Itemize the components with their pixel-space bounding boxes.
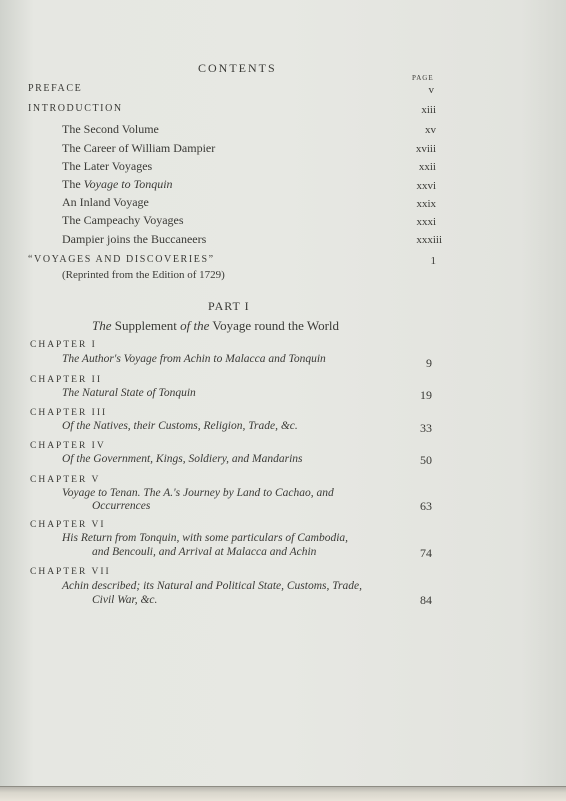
chapter-title-cont: Occurrences bbox=[92, 500, 151, 512]
toc-page-buccaneers: xxxiii bbox=[416, 234, 442, 246]
chapter-page: 84 bbox=[420, 593, 432, 607]
chapter-page: 19 bbox=[420, 388, 432, 402]
toc-entry-inland-voyage: An Inland Voyage bbox=[62, 195, 149, 209]
toc-page-second-volume: xv bbox=[425, 124, 436, 136]
toc-entry-later-voyages: The Later Voyages bbox=[62, 159, 153, 173]
part-title: The Supplement of the Voyage round the World bbox=[92, 318, 340, 333]
toc-page-campeachy: xxxi bbox=[416, 216, 436, 228]
chapter-title: The Author's Voyage from Achin to Malacca and Tonquin bbox=[62, 353, 326, 365]
chapter-page: 50 bbox=[420, 453, 432, 467]
chapter-label: CHAPTER IV bbox=[30, 441, 106, 451]
chapter-title-cont: Civil War, &c. bbox=[92, 594, 158, 606]
chapter-label: CHAPTER VI bbox=[30, 520, 106, 530]
toc-page-preface: v bbox=[428, 84, 434, 96]
toc-entry-campeachy: The Campeachy Voyages bbox=[62, 213, 184, 227]
toc-entry-career-dampier: The Career of William Dampier bbox=[62, 141, 216, 155]
chapter-title: The Natural State of Tonquin bbox=[62, 387, 196, 399]
toc-entry-voyage-tonquin-prefix: The bbox=[62, 177, 84, 191]
chapter-title: Of the Government, Kings, Soldiery, and Mandarins bbox=[62, 453, 303, 465]
chapter-title: Achin described; its Natural and Political State, Customs, Trade, bbox=[62, 580, 362, 592]
toc-note-reprint: (Reprinted from the Edition of 1729) bbox=[62, 269, 225, 281]
toc-entry-voyage-tonquin bbox=[62, 177, 173, 192]
chapter-title: Voyage to Tenan. The A.'s Journey by Land to Cachao, and bbox=[62, 487, 334, 499]
part-label: PART I bbox=[208, 299, 250, 313]
toc-page-later-voyages: xxii bbox=[418, 161, 436, 173]
page-bottom-edge bbox=[0, 786, 566, 801]
toc-entry-buccaneers: Dampier joins the Buccaneers bbox=[62, 232, 207, 246]
toc-page-voyages-discoveries: 1 bbox=[430, 255, 436, 267]
toc-entry-second-volume: The Second Volume bbox=[62, 122, 159, 136]
page-title: CONTENTS bbox=[198, 61, 277, 75]
toc-page-inland-voyage: xxix bbox=[416, 198, 436, 210]
chapter-title: Of the Natives, their Customs, Religion, Trade, &c. bbox=[62, 420, 298, 432]
chapter-label: CHAPTER II bbox=[30, 375, 102, 385]
chapter-label: CHAPTER V bbox=[30, 475, 101, 485]
chapter-title-cont: and Bencouli, and Arrival at Malacca and Achin bbox=[92, 546, 317, 558]
chapter-title: His Return from Tonquin, with some particulars of Cambodia, bbox=[62, 532, 349, 544]
page-column-label: PAGE bbox=[412, 74, 434, 82]
toc-page-voyage-tonquin: xxvi bbox=[416, 180, 436, 192]
toc-entry-preface: PREFACE bbox=[28, 83, 83, 94]
chapter-label: CHAPTER I bbox=[30, 340, 97, 350]
chapter-page: 9 bbox=[426, 356, 432, 370]
toc-page-introduction: xiii bbox=[421, 104, 436, 116]
chapter-page: 33 bbox=[420, 421, 432, 435]
chapter-page: 74 bbox=[420, 546, 432, 560]
chapter-page: 63 bbox=[420, 499, 432, 513]
chapter-label: CHAPTER VII bbox=[30, 567, 111, 577]
chapter-label: CHAPTER III bbox=[30, 408, 108, 418]
toc-page-career-dampier: xviii bbox=[415, 143, 436, 155]
toc-entry-voyages-discoveries: “VOYAGES AND DISCOVERIES” bbox=[28, 254, 215, 265]
toc-entry-introduction: INTRODUCTION bbox=[28, 103, 123, 114]
toc-entry-voyage-tonquin-italic: Voyage to Tonquin bbox=[83, 177, 173, 191]
